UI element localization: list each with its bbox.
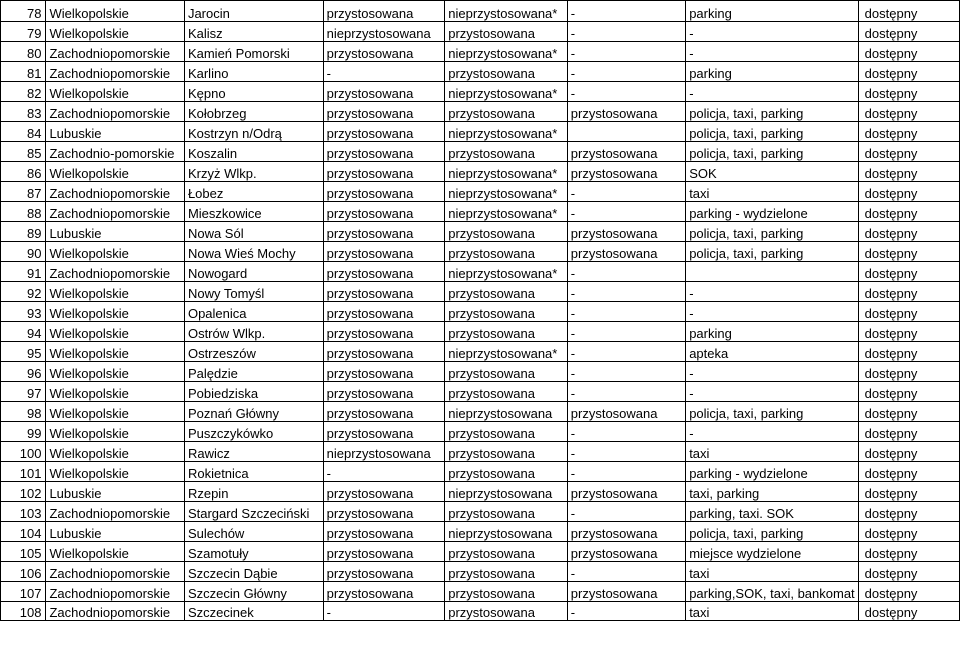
col-a-status-cell: przystosowana [323, 302, 445, 322]
voivodeship-cell: Wielkopolskie [46, 422, 185, 442]
row-number-cell: 98 [1, 402, 46, 422]
availability-cell: dostępny [858, 422, 959, 442]
col-a-status-cell: przystosowana [323, 142, 445, 162]
services-cell: policja, taxi, parking [686, 522, 858, 542]
col-b-status-cell: przystosowana [445, 102, 568, 122]
station-name-cell: Kołobrzeg [184, 102, 323, 122]
services-cell: taxi [686, 182, 858, 202]
availability-cell: dostępny [858, 362, 959, 382]
services-cell: parking [686, 322, 858, 342]
col-a-status-cell: przystosowana [323, 322, 445, 342]
table-row [1, 582, 960, 602]
col-b-status-cell: nieprzystosowana* [445, 182, 568, 202]
services-cell: - [686, 82, 858, 102]
row-number-cell: 80 [1, 42, 46, 62]
col-a-status-cell: przystosowana [323, 202, 445, 222]
voivodeship-cell: Zachodniopomorskie [46, 102, 185, 122]
voivodeship-cell: Zachodniopomorskie [46, 582, 185, 602]
col-c-status-cell: - [567, 42, 685, 62]
voivodeship-cell: Wielkopolskie [46, 162, 185, 182]
col-a-status-cell: przystosowana [323, 82, 445, 102]
station-name-cell: Kamień Pomorski [184, 42, 323, 62]
availability-cell: dostępny [858, 82, 959, 102]
col-a-status-cell: przystosowana [323, 382, 445, 402]
col-a-status-cell: nieprzystosowana [323, 22, 445, 42]
col-b-status-cell: nieprzystosowana [445, 402, 568, 422]
services-cell: policja, taxi, parking [686, 242, 858, 262]
col-c-status-cell: - [567, 342, 685, 362]
services-cell: taxi [686, 602, 858, 621]
voivodeship-cell: Zachodniopomorskie [46, 502, 185, 522]
station-name-cell: Koszalin [184, 142, 323, 162]
col-c-status-cell: - [567, 382, 685, 402]
row-number-cell: 89 [1, 222, 46, 242]
table-row [1, 182, 960, 202]
voivodeship-cell: Wielkopolskie [46, 402, 185, 422]
station-name-cell: Nowa Wieś Mochy [184, 242, 323, 262]
row-number-cell: 104 [1, 522, 46, 542]
row-number-cell: 101 [1, 462, 46, 482]
availability-cell: dostępny [858, 382, 959, 402]
services-cell: - [686, 382, 858, 402]
station-name-cell: Szczecinek [184, 602, 323, 621]
row-number-cell: 82 [1, 82, 46, 102]
col-c-status-cell: przystosowana [567, 522, 685, 542]
availability-cell: dostępny [858, 142, 959, 162]
col-c-status-cell: przystosowana [567, 402, 685, 422]
col-c-status-cell: - [567, 422, 685, 442]
services-cell: policja, taxi, parking [686, 122, 858, 142]
col-a-status-cell: przystosowana [323, 542, 445, 562]
availability-cell: dostępny [858, 62, 959, 82]
col-c-status-cell: przystosowana [567, 482, 685, 502]
row-number-cell: 96 [1, 362, 46, 382]
services-cell: policja, taxi, parking [686, 222, 858, 242]
col-a-status-cell: przystosowana [323, 522, 445, 542]
col-c-status-cell: - [567, 322, 685, 342]
table-row [1, 282, 960, 302]
availability-cell: dostępny [858, 502, 959, 522]
services-cell: parking - wydzielone [686, 202, 858, 222]
availability-cell: dostępny [858, 602, 959, 621]
voivodeship-cell: Wielkopolskie [46, 442, 185, 462]
services-cell: miejsce wydzielone [686, 542, 858, 562]
col-a-status-cell: przystosowana [323, 162, 445, 182]
voivodeship-cell: Lubuskie [46, 122, 185, 142]
table-row [1, 382, 960, 402]
voivodeship-cell: Wielkopolskie [46, 542, 185, 562]
station-name-cell: Karlino [184, 62, 323, 82]
station-name-cell: Rokietnica [184, 462, 323, 482]
table-row [1, 82, 960, 102]
col-a-status-cell: przystosowana [323, 122, 445, 142]
col-b-status-cell: nieprzystosowana [445, 522, 568, 542]
col-a-status-cell: przystosowana [323, 282, 445, 302]
table-row [1, 142, 960, 162]
col-a-status-cell: przystosowana [323, 362, 445, 382]
voivodeship-cell: Lubuskie [46, 222, 185, 242]
table-row [1, 342, 960, 362]
voivodeship-cell: Lubuskie [46, 522, 185, 542]
availability-cell: dostępny [858, 522, 959, 542]
voivodeship-cell: Wielkopolskie [46, 22, 185, 42]
table-row [1, 1, 960, 22]
station-name-cell: Jarocin [184, 1, 323, 22]
col-c-status-cell: - [567, 442, 685, 462]
station-name-cell: Stargard Szczeciński [184, 502, 323, 522]
row-number-cell: 103 [1, 502, 46, 522]
voivodeship-cell: Wielkopolskie [46, 1, 185, 22]
col-a-status-cell: przystosowana [323, 342, 445, 362]
station-name-cell: Ostrzeszów [184, 342, 323, 362]
row-number-cell: 85 [1, 142, 46, 162]
station-name-cell: Poznań Główny [184, 402, 323, 422]
col-c-status-cell: - [567, 182, 685, 202]
services-cell: SOK [686, 162, 858, 182]
col-a-status-cell: - [323, 62, 445, 82]
row-number-cell: 106 [1, 562, 46, 582]
col-b-status-cell: nieprzystosowana* [445, 342, 568, 362]
services-cell: - [686, 302, 858, 322]
col-a-status-cell: przystosowana [323, 262, 445, 282]
table-row [1, 602, 960, 621]
station-name-cell: Kostrzyn n/Odrą [184, 122, 323, 142]
voivodeship-cell: Wielkopolskie [46, 382, 185, 402]
table-row [1, 102, 960, 122]
row-number-cell: 102 [1, 482, 46, 502]
col-b-status-cell: przystosowana [445, 362, 568, 382]
availability-cell: dostępny [858, 442, 959, 462]
voivodeship-cell: Wielkopolskie [46, 462, 185, 482]
services-cell: parking [686, 1, 858, 22]
row-number-cell: 87 [1, 182, 46, 202]
col-c-status-cell: - [567, 22, 685, 42]
col-b-status-cell: nieprzystosowana* [445, 202, 568, 222]
col-c-status-cell: przystosowana [567, 242, 685, 262]
services-cell: taxi, parking [686, 482, 858, 502]
station-name-cell: Rzepin [184, 482, 323, 502]
availability-cell: dostępny [858, 542, 959, 562]
services-cell: apteka [686, 342, 858, 362]
table-row [1, 522, 960, 542]
availability-cell: dostępny [858, 462, 959, 482]
col-b-status-cell: przystosowana [445, 582, 568, 602]
table-body [1, 1, 960, 621]
voivodeship-cell: Wielkopolskie [46, 322, 185, 342]
availability-cell: dostępny [858, 42, 959, 62]
col-b-status-cell: przystosowana [445, 22, 568, 42]
availability-cell: dostępny [858, 1, 959, 22]
col-c-status-cell: - [567, 82, 685, 102]
col-b-status-cell: przystosowana [445, 382, 568, 402]
table-row [1, 302, 960, 322]
services-cell: parking [686, 62, 858, 82]
col-b-status-cell: przystosowana [445, 142, 568, 162]
col-c-status-cell: przystosowana [567, 582, 685, 602]
station-name-cell: Szamotuły [184, 542, 323, 562]
col-c-status-cell [567, 122, 685, 142]
row-number-cell: 83 [1, 102, 46, 122]
col-a-status-cell: nieprzystosowana [323, 442, 445, 462]
table-row [1, 42, 960, 62]
voivodeship-cell: Wielkopolskie [46, 82, 185, 102]
availability-cell: dostępny [858, 202, 959, 222]
station-name-cell: Opalenica [184, 302, 323, 322]
station-name-cell: Kępno [184, 82, 323, 102]
table-row [1, 422, 960, 442]
col-b-status-cell: przystosowana [445, 602, 568, 621]
availability-cell: dostępny [858, 102, 959, 122]
services-cell [686, 262, 858, 282]
services-cell: taxi [686, 442, 858, 462]
services-cell: policja, taxi, parking [686, 102, 858, 122]
row-number-cell: 78 [1, 1, 46, 22]
table-row [1, 322, 960, 342]
col-b-status-cell: przystosowana [445, 302, 568, 322]
row-number-cell: 107 [1, 582, 46, 602]
col-b-status-cell: nieprzystosowana* [445, 122, 568, 142]
col-b-status-cell: nieprzystosowana* [445, 82, 568, 102]
col-a-status-cell: przystosowana [323, 422, 445, 442]
station-name-cell: Nowogard [184, 262, 323, 282]
services-cell: - [686, 362, 858, 382]
col-c-status-cell: - [567, 1, 685, 22]
col-a-status-cell: przystosowana [323, 182, 445, 202]
row-number-cell: 105 [1, 542, 46, 562]
table-row [1, 402, 960, 422]
services-cell: - [686, 42, 858, 62]
availability-cell: dostępny [858, 322, 959, 342]
col-b-status-cell: przystosowana [445, 222, 568, 242]
col-c-status-cell: przystosowana [567, 222, 685, 242]
col-c-status-cell: - [567, 362, 685, 382]
col-b-status-cell: nieprzystosowana* [445, 1, 568, 22]
row-number-cell: 94 [1, 322, 46, 342]
table-row [1, 62, 960, 82]
col-b-status-cell: przystosowana [445, 242, 568, 262]
availability-cell: dostępny [858, 402, 959, 422]
row-number-cell: 97 [1, 382, 46, 402]
col-b-status-cell: przystosowana [445, 422, 568, 442]
services-cell: taxi [686, 562, 858, 582]
col-a-status-cell: przystosowana [323, 242, 445, 262]
table-row [1, 542, 960, 562]
services-cell: parking,SOK, taxi, bankomat [686, 582, 858, 602]
col-c-status-cell: przystosowana [567, 542, 685, 562]
table-row [1, 242, 960, 262]
availability-cell: dostępny [858, 162, 959, 182]
station-name-cell: Nowy Tomyśl [184, 282, 323, 302]
col-c-status-cell: przystosowana [567, 142, 685, 162]
col-b-status-cell: przystosowana [445, 442, 568, 462]
availability-cell: dostępny [858, 22, 959, 42]
availability-cell: dostępny [858, 482, 959, 502]
col-a-status-cell: - [323, 602, 445, 621]
table-row [1, 22, 960, 42]
row-number-cell: 95 [1, 342, 46, 362]
col-b-status-cell: przystosowana [445, 502, 568, 522]
availability-cell: dostępny [858, 282, 959, 302]
services-cell: parking - wydzielone [686, 462, 858, 482]
col-c-status-cell: przystosowana [567, 102, 685, 122]
availability-cell: dostępny [858, 582, 959, 602]
col-b-status-cell: przystosowana [445, 462, 568, 482]
table-row [1, 162, 960, 182]
col-c-status-cell: - [567, 302, 685, 322]
voivodeship-cell: Wielkopolskie [46, 342, 185, 362]
row-number-cell: 100 [1, 442, 46, 462]
services-cell: - [686, 22, 858, 42]
availability-cell: dostępny [858, 302, 959, 322]
col-c-status-cell: - [567, 562, 685, 582]
col-a-status-cell: przystosowana [323, 582, 445, 602]
row-number-cell: 79 [1, 22, 46, 42]
col-b-status-cell: nieprzystosowana* [445, 162, 568, 182]
col-b-status-cell: nieprzystosowana [445, 482, 568, 502]
col-a-status-cell: przystosowana [323, 482, 445, 502]
voivodeship-cell: Lubuskie [46, 482, 185, 502]
col-b-status-cell: przystosowana [445, 542, 568, 562]
voivodeship-cell: Zachodniopomorskie [46, 42, 185, 62]
table-row [1, 442, 960, 462]
availability-cell: dostępny [858, 222, 959, 242]
station-name-cell: Szczecin Główny [184, 582, 323, 602]
col-c-status-cell: - [567, 462, 685, 482]
row-number-cell: 81 [1, 62, 46, 82]
availability-cell: dostępny [858, 122, 959, 142]
col-c-status-cell: przystosowana [567, 162, 685, 182]
station-name-cell: Nowa Sól [184, 222, 323, 242]
table-row [1, 462, 960, 482]
station-name-cell: Krzyż Wlkp. [184, 162, 323, 182]
col-b-status-cell: nieprzystosowana* [445, 42, 568, 62]
col-a-status-cell: przystosowana [323, 562, 445, 582]
col-c-status-cell: - [567, 602, 685, 621]
station-name-cell: Sulechów [184, 522, 323, 542]
row-number-cell: 93 [1, 302, 46, 322]
col-b-status-cell: przystosowana [445, 322, 568, 342]
services-cell: parking, taxi. SOK [686, 502, 858, 522]
voivodeship-cell: Zachodnio-pomorskie [46, 142, 185, 162]
col-a-status-cell: przystosowana [323, 1, 445, 22]
table-row [1, 222, 960, 242]
availability-cell: dostępny [858, 182, 959, 202]
voivodeship-cell: Zachodniopomorskie [46, 202, 185, 222]
services-cell: - [686, 422, 858, 442]
col-a-status-cell: przystosowana [323, 102, 445, 122]
voivodeship-cell: Wielkopolskie [46, 362, 185, 382]
services-cell: - [686, 282, 858, 302]
table-row [1, 562, 960, 582]
station-name-cell: Kalisz [184, 22, 323, 42]
col-a-status-cell: przystosowana [323, 402, 445, 422]
table-row [1, 122, 960, 142]
row-number-cell: 99 [1, 422, 46, 442]
availability-cell: dostępny [858, 262, 959, 282]
table-row [1, 362, 960, 382]
availability-cell: dostępny [858, 562, 959, 582]
station-name-cell: Palędzie [184, 362, 323, 382]
availability-cell: dostępny [858, 242, 959, 262]
col-a-status-cell: przystosowana [323, 222, 445, 242]
voivodeship-cell: Zachodniopomorskie [46, 182, 185, 202]
col-c-status-cell: - [567, 502, 685, 522]
row-number-cell: 91 [1, 262, 46, 282]
station-name-cell: Ostrów Wlkp. [184, 322, 323, 342]
services-cell: policja, taxi, parking [686, 142, 858, 162]
col-c-status-cell: - [567, 202, 685, 222]
row-number-cell: 88 [1, 202, 46, 222]
voivodeship-cell: Wielkopolskie [46, 242, 185, 262]
table-row [1, 482, 960, 502]
col-a-status-cell: - [323, 462, 445, 482]
voivodeship-cell: Wielkopolskie [46, 282, 185, 302]
table-row [1, 262, 960, 282]
table-row [1, 202, 960, 222]
voivodeship-cell: Zachodniopomorskie [46, 62, 185, 82]
col-b-status-cell: przystosowana [445, 282, 568, 302]
row-number-cell: 108 [1, 602, 46, 621]
col-b-status-cell: nieprzystosowana* [445, 262, 568, 282]
voivodeship-cell: Wielkopolskie [46, 302, 185, 322]
row-number-cell: 86 [1, 162, 46, 182]
col-c-status-cell: - [567, 282, 685, 302]
col-a-status-cell: przystosowana [323, 42, 445, 62]
voivodeship-cell: Zachodniopomorskie [46, 562, 185, 582]
availability-cell: dostępny [858, 342, 959, 362]
station-name-cell: Łobez [184, 182, 323, 202]
row-number-cell: 92 [1, 282, 46, 302]
voivodeship-cell: Zachodniopomorskie [46, 262, 185, 282]
station-name-cell: Pobiedziska [184, 382, 323, 402]
station-name-cell: Mieszkowice [184, 202, 323, 222]
col-c-status-cell: - [567, 62, 685, 82]
station-name-cell: Szczecin Dąbie [184, 562, 323, 582]
voivodeship-cell: Zachodniopomorskie [46, 602, 185, 621]
services-cell: policja, taxi, parking [686, 402, 858, 422]
station-name-cell: Rawicz [184, 442, 323, 462]
col-a-status-cell: przystosowana [323, 502, 445, 522]
col-b-status-cell: przystosowana [445, 62, 568, 82]
col-b-status-cell: przystosowana [445, 562, 568, 582]
col-c-status-cell: - [567, 262, 685, 282]
row-number-cell: 90 [1, 242, 46, 262]
station-name-cell: Puszczykówko [184, 422, 323, 442]
row-number-cell: 84 [1, 122, 46, 142]
table-row [1, 502, 960, 522]
